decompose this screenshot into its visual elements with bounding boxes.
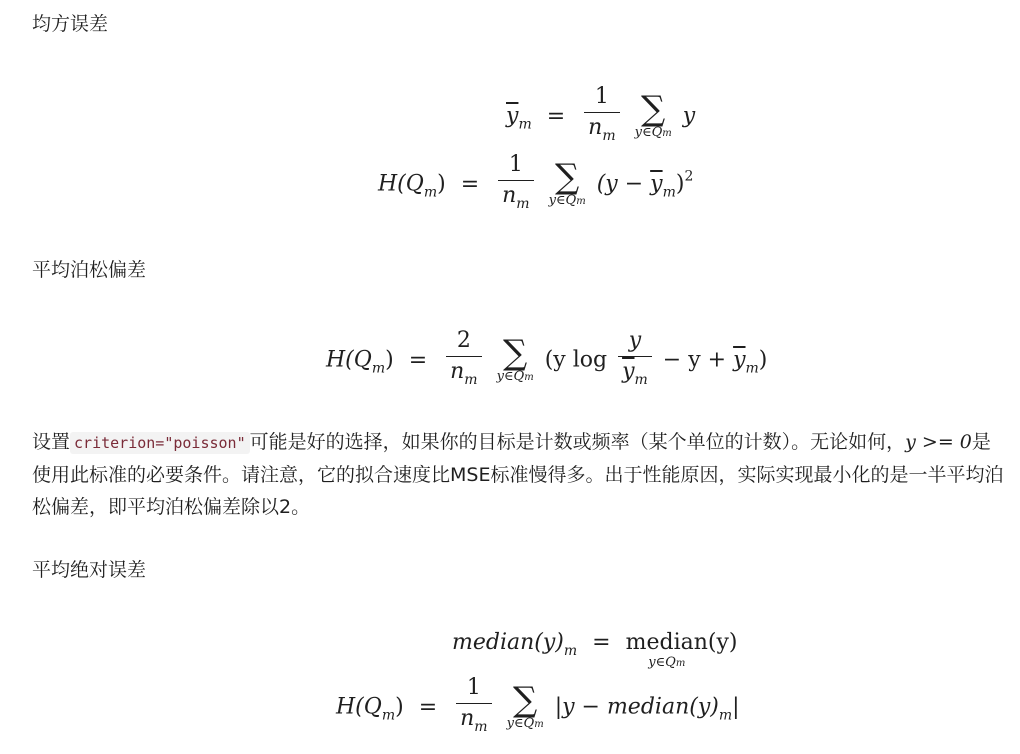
section-heading-poisson: 平均泊松偏差	[32, 259, 147, 281]
equation-mae-impurity: $H(Q_m)$ = $\frac{1}{n_m}$ ∑ y∈Qm $|y - median(y)_m|$	[336, 675, 740, 735]
equation-mse-impurity: $H(Q_m)$ = $\frac{1}{n_m}$ ∑ y∈Qm $(y - \overline{y}_m)^2$	[378, 152, 694, 212]
equation-poisson-impurity: $H(Q_m)$ = $\frac{2}{n_m}$ ∑ y∈Qm (y log $\frac{y}{\overline{y}_m}$ − $y + \overline{y}_m$)	[326, 328, 768, 388]
section-heading-mse: 均方误差	[32, 13, 109, 35]
section-heading-mae: 平均绝对误差	[32, 559, 147, 581]
inline-math-condition: y >= 0	[905, 431, 972, 453]
poisson-note-paragraph: 设置 criterion="poisson" 可能是好的选择，如果你的目标是计数或频率（某个单位的计数）。无论如何，y >= 0是使用此标准的必要条件。请注意，它的拟合速度比MSE标准慢得多。出于性能原因，实际实现最小化的是一半平均泊松偏差，即平均泊松偏差除以2。	[32, 431, 1004, 518]
equation-mean-y: $\overline{y}_m$ = $\frac{1}{n_m}$ ∑ y∈Qm y	[506, 84, 696, 144]
criterion-code: criterion="poisson"	[70, 432, 250, 454]
equation-median: $median(y)_m$ = median y∈Qm (y)	[452, 630, 738, 670]
